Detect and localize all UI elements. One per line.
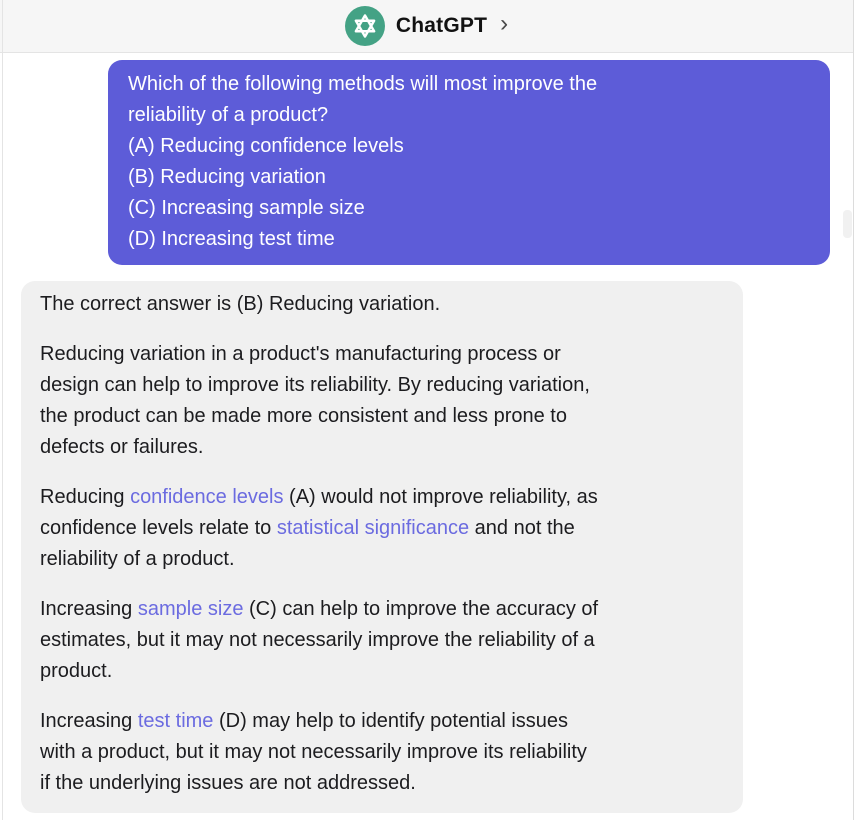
- assistant-message-line: [40, 544, 723, 575]
- text-run: (D) may help to identify potential issues: [213, 710, 569, 732]
- assistant-message-bubble: [21, 281, 743, 813]
- conversation-area: [0, 54, 853, 820]
- user-message-line: (B) Reducing variation: [128, 166, 326, 188]
- assistant-message-text: [40, 289, 723, 799]
- user-message-line: (D) Increasing test time: [128, 228, 335, 250]
- text-run: reliability of a product.: [40, 548, 235, 570]
- assistant-paragraph: [40, 289, 723, 320]
- assistant-paragraph: [40, 706, 723, 799]
- left-window-edge: [2, 0, 3, 820]
- assistant-message-line: [40, 625, 723, 656]
- link-statistical-significance[interactable]: statistical significance: [276, 517, 470, 539]
- link-sample-size[interactable]: sample size: [137, 598, 244, 620]
- assistant-message-line: [40, 768, 723, 799]
- assistant-paragraph: [40, 339, 723, 463]
- user-message-bubble: [108, 60, 830, 265]
- chevron-right-icon: ›: [500, 10, 509, 37]
- user-message-line: Which of the following methods will most improve the: [128, 73, 598, 95]
- assistant-message-line: [40, 594, 723, 625]
- text-run: product.: [40, 660, 113, 682]
- text-run: estimates, but it may not necessarily improve the reliability of a: [40, 629, 595, 651]
- link-confidence-levels[interactable]: confidence levels: [130, 486, 284, 508]
- assistant-message-line: [40, 401, 723, 432]
- assistant-message-line: [40, 706, 723, 737]
- text-run: (C) can help to improve the accuracy of: [243, 598, 599, 620]
- assistant-paragraph: [40, 594, 723, 687]
- text-run: Increasing: [40, 710, 138, 732]
- assistant-paragraph: [40, 482, 723, 575]
- text-run: (A) would not improve reliability, as: [283, 486, 598, 508]
- assistant-message-line: [40, 513, 723, 544]
- text-run: with a product, but it may not necessarily improve its reliability: [40, 741, 587, 763]
- text-run: and not the: [469, 517, 575, 539]
- assistant-message-line: [40, 482, 723, 513]
- assistant-message-line: [40, 432, 723, 463]
- chatgpt-logo-icon: [345, 6, 385, 46]
- user-message-text: [128, 69, 810, 255]
- scrollbar-thumb[interactable]: [843, 210, 852, 238]
- app-title: ChatGPT: [395, 14, 488, 37]
- assistant-message-line: [40, 289, 723, 320]
- assistant-message-line: [40, 339, 723, 370]
- text-run: Reducing: [40, 486, 131, 508]
- app-header: [0, 0, 853, 53]
- text-run: the product can be made more consistent and less prone to: [40, 405, 567, 427]
- model-switcher[interactable]: [345, 6, 508, 46]
- assistant-message-line: [40, 656, 723, 687]
- text-run: Reducing variation in a product's manufacturing process or: [40, 343, 561, 365]
- right-window-edge: [853, 0, 854, 820]
- user-message-line: (A) Reducing confidence levels: [128, 135, 404, 157]
- assistant-message-line: [40, 737, 723, 768]
- text-run: The correct answer is (B) Reducing variation.: [40, 293, 441, 315]
- link-test-time[interactable]: test time: [137, 710, 214, 732]
- text-run: design can help to improve its reliability. By reducing variation,: [40, 374, 590, 396]
- assistant-message-line: [40, 370, 723, 401]
- text-run: Increasing: [40, 598, 138, 620]
- user-message-line: reliability of a product?: [128, 104, 329, 126]
- user-message-line: (C) Increasing sample size: [128, 197, 365, 219]
- text-run: confidence levels relate to: [40, 517, 277, 539]
- text-run: if the underlying issues are not addressed.: [40, 772, 416, 794]
- text-run: defects or failures.: [40, 436, 204, 458]
